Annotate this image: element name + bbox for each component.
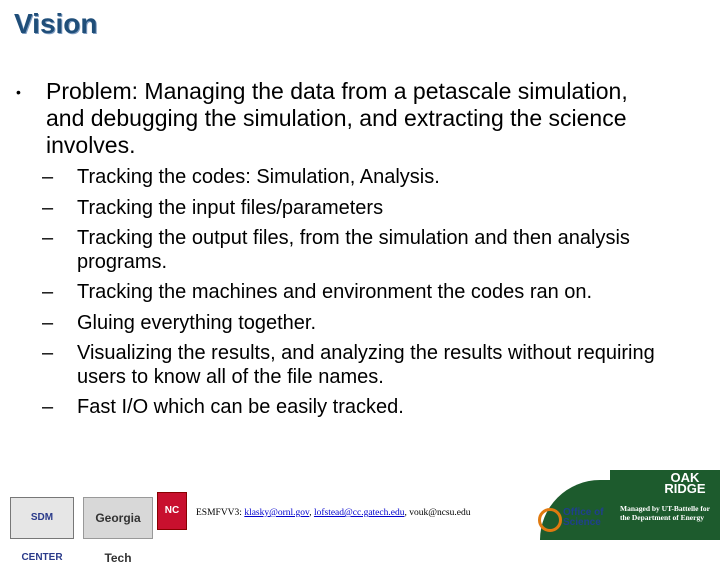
sub-bullet-text: Tracking the codes: Simulation, Analysis. [77,166,440,188]
oak-ridge-line-2: RIDGE [664,481,706,496]
office-of-science-logo [535,504,605,538]
slide-number: 4 [703,447,709,457]
sub-bullet [42,227,662,274]
sub-bullet-dash: – [42,396,54,418]
sub-bullet-text: Gluing everything together. [77,311,317,334]
managed-by-text: Managed by UT-Battelle for the Department of Energy [620,504,710,522]
sub-bullet [42,342,662,389]
oak-ridge-logo [650,472,720,494]
sub-bullet [42,197,662,221]
contact-emails [196,508,470,518]
sub-bullet-dash: – [42,342,54,364]
sub-bullet-text: Tracking the input files/parameters [77,196,384,219]
sub-bullet-text: Tracking the output files, from the simulation and then analysis programs. [77,227,630,273]
email-prefix: ESMFVV3: [196,508,245,518]
office-of-science-line-1: Office of [563,507,604,518]
slide-footer [0,470,720,565]
ncsu-logo: NC [157,492,187,530]
sub-bullet-dash: – [42,166,54,188]
sub-bullet [42,166,662,190]
sub-bullet [42,281,662,305]
sub-bullet-dash: – [42,196,54,219]
email-separator: , [404,508,410,518]
sub-bullet-text: Tracking the machines and environment the codes ran on. [77,281,593,303]
email-link-klasky[interactable]: klasky@ornl.gov [244,508,310,518]
bullet-dot: • [16,84,21,100]
email-separator: , [309,508,314,518]
office-of-science-swirl-icon [538,508,562,532]
sub-bullet-list [42,166,662,427]
main-bullet-text: Problem: Managing the data from a petascale simulation, and debugging the simulation, and extracting the science involves. [46,78,628,158]
sub-bullet-dash: – [42,227,54,249]
sub-bullet-dash: – [42,281,54,303]
georgia-tech-logo: Georgia Tech [83,497,153,539]
sub-bullet [42,396,662,420]
oak-ridge-line-1: OAK [670,470,700,485]
sub-bullet [42,312,662,336]
email-vouk: vouk@ncsu.edu [409,508,471,518]
sub-bullet-text: Visualizing the results, and analyzing the results without requiring users to know all of the file names. [77,342,655,388]
sub-bullet-dash: – [42,311,54,334]
sub-bullet-text: Fast I/O which can be easily tracked. [77,396,404,418]
slide-title: Vision [14,8,98,39]
office-of-science-line-2: Science [563,517,601,528]
sdm-center-logo: SDM CENTER [10,497,74,539]
email-link-lofstead[interactable]: lofstead@cc.gatech.edu [313,508,405,518]
